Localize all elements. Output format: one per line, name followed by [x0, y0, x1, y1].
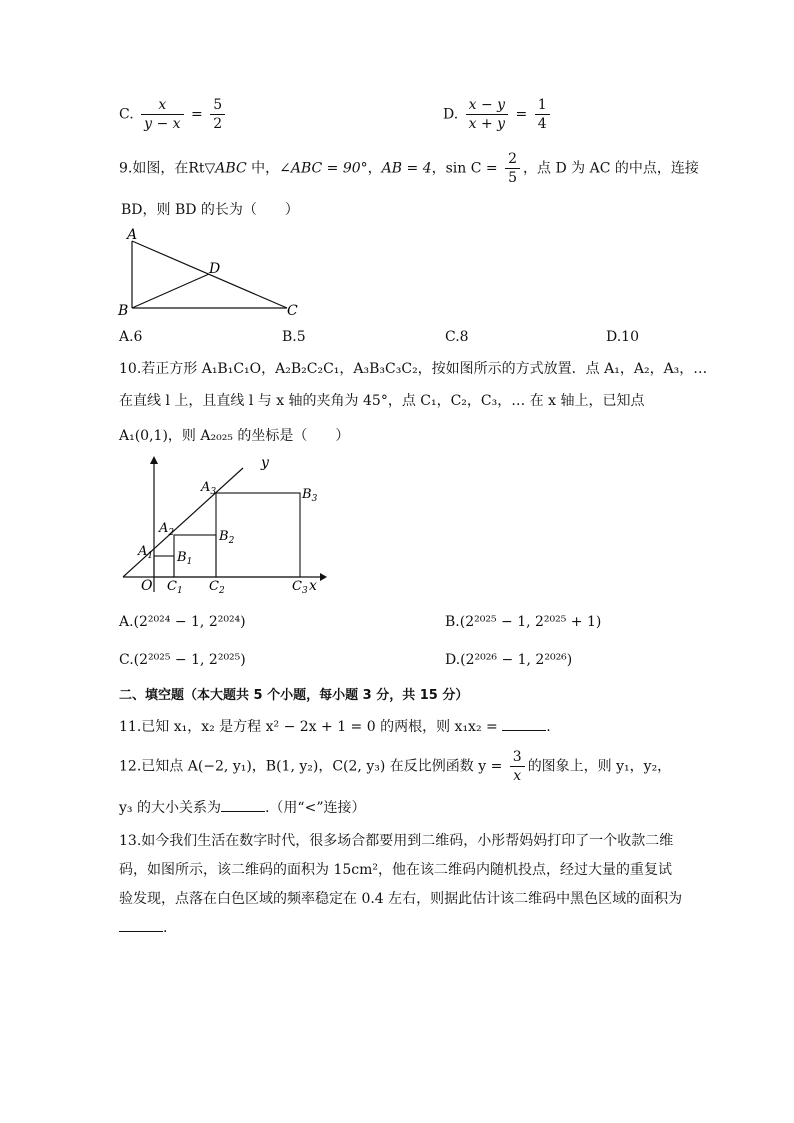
text: .	[546, 719, 551, 735]
section-title: 二、填空题（本大题共 5 个小题，每小题 3 分，共 15 分）	[119, 688, 469, 703]
text: ▽ABC	[204, 160, 247, 177]
text: 12.已知点 A(−2, y₁)，B(1, y₂)，C(2, y₃) 在反比例函数 y =	[119, 758, 503, 775]
text: AB = 4	[381, 160, 432, 177]
label-b1: $B_1$	[177, 550, 193, 567]
q9-triangle-figure	[115, 224, 305, 319]
option-label: C.	[119, 106, 134, 123]
q12-line1	[119, 748, 671, 785]
option-label: D.	[443, 106, 459, 123]
square-1	[154, 556, 174, 577]
q10-line1: 10.若正方形 A₁B₁C₁O，A₂B₂C₂C₁，A₃B₃C₃C₂，按如图所示的方式放置．点 A₁，A₂，A₃，…	[119, 361, 708, 377]
answer-blank[interactable]	[119, 917, 163, 932]
q10-option-b: B.(2²⁰²⁵ − 1, 2²⁰²⁵ + 1)	[445, 614, 602, 630]
q10-option-a: A.(2²⁰²⁴ − 1, 2²⁰²⁴)	[119, 614, 246, 630]
text: .	[163, 920, 168, 936]
q10-line3: A₁(0,1)，则 A₂₀₂₅ 的坐标是（ ）	[119, 428, 350, 444]
y-axis-arrow	[150, 456, 158, 464]
text: sin C =	[445, 160, 498, 177]
q9-line2: BD，则 BD 的长为（ ）	[121, 202, 299, 218]
q8-option-c: C. $\frac{x}{y - x}$ = $\frac{5}{2}$	[119, 96, 228, 133]
label-b: B	[118, 303, 129, 319]
q12-line2	[119, 797, 365, 817]
label-o: O	[141, 578, 153, 594]
label-a2: $A_2$	[159, 521, 175, 538]
label-c1: $C_1$	[167, 579, 183, 596]
text: ，点 D 为 AC 的中点，连接	[523, 160, 699, 177]
q13-line4	[119, 917, 167, 936]
q10-squares-figure	[115, 452, 330, 597]
text: 11.已知 x₁，x₂ 是方程 x² − 2x + 1 = 0 的两根，则 x₁x₂ =	[119, 719, 498, 735]
fraction: $\frac{x - y}{x + y}$	[466, 96, 508, 133]
label-a1: $A_1$	[138, 544, 154, 561]
fraction: $\frac{x}{y - x}$	[141, 96, 183, 133]
q9-option-b: B.5	[282, 329, 306, 345]
text: Rt	[188, 160, 205, 177]
text: 9.如图，在	[119, 160, 189, 177]
answer-blank[interactable]	[221, 797, 265, 812]
q9-line1	[119, 150, 699, 187]
x-axis-arrow	[320, 573, 327, 581]
label-b2: $B_2$	[219, 529, 235, 546]
text: y₃ 的大小关系为	[119, 800, 221, 816]
q9-option-c: C.8	[445, 329, 469, 345]
q8-option-d: D. $\frac{x - y}{x + y}$ = $\frac{1}{4}$	[443, 96, 553, 133]
answer-blank[interactable]	[502, 716, 546, 731]
label-c2: $C_2$	[209, 579, 225, 596]
text: ，	[367, 160, 382, 177]
q9-option-d: D.10	[606, 329, 639, 345]
label-c3: $C_3$	[292, 579, 308, 596]
label-a3: $A_3$	[201, 480, 217, 497]
label-y: y	[261, 455, 269, 471]
text: 中，	[246, 160, 280, 177]
q9-option-a: A.6	[119, 329, 143, 345]
label-x: x	[309, 578, 317, 594]
fraction: $\frac{5}{2}$	[210, 96, 225, 133]
segment-bd	[132, 274, 209, 308]
q13-line3: 验发现，点落在白色区域的频率稳定在 0.4 左右，则据此估计该二维码中黑色区域的面积为	[119, 891, 683, 907]
text: ，	[431, 160, 446, 177]
q10-option-c: C.(2²⁰²⁵ − 1, 2²⁰²⁵)	[119, 652, 246, 668]
q10-line2: 在直线 l 上，且直线 l 与 x 轴的夹角为 45°，点 C₁，C₂，C₃，… 在 x 轴上，已知点	[119, 393, 645, 409]
square-3	[216, 493, 300, 577]
text: .（用“<”连接）	[264, 800, 366, 816]
q13-line2: 码，如图所示，该二维码的面积为 15cm²，他在该二维码内随机投点，经过大量的重复试	[119, 862, 672, 878]
q13-line1: 13.如今我们生活在数字时代，很多场合都要用到二维码，小彤帮妈妈打印了一个收款二维	[119, 833, 674, 849]
q10-option-d: D.(2²⁰²⁶ − 1, 2²⁰²⁶)	[445, 652, 573, 668]
label-d: D	[209, 261, 221, 277]
label-c: C	[287, 303, 298, 319]
text: 的图象上，则 y₁，y₂，	[527, 758, 672, 775]
fraction: $\frac{3}{x}$	[510, 748, 525, 785]
text: ∠ABC = 90°	[279, 160, 368, 177]
label-a: A	[127, 227, 138, 243]
fraction: $\frac{1}{4}$	[535, 96, 550, 133]
label-b3: $B_3$	[302, 487, 318, 504]
fraction: $\frac{2}{5}$	[505, 150, 520, 187]
q11	[119, 716, 551, 736]
